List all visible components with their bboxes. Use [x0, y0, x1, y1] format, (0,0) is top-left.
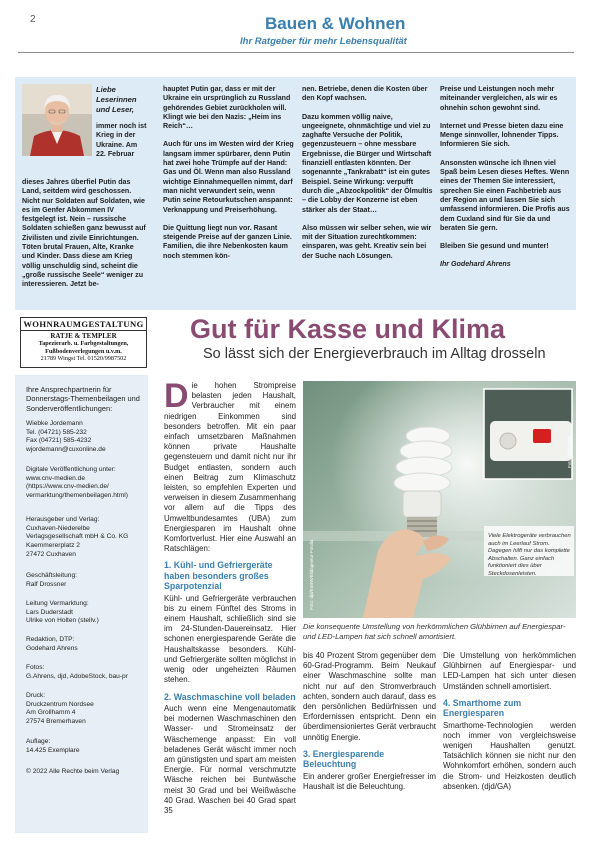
management-name: Ralf Drossner: [26, 580, 67, 588]
author-photo: [22, 84, 92, 156]
marketing-line: Lars Duderstadt: [26, 608, 73, 616]
section-text-1: Kühl- und Gefriergeräte verbrauchen bis zu einem Fünftel des Stroms in einem Haushalt, schließlich sind sie im 24-Stunden-Dauereinsatz. Hier schonen energiesparende Geräte die Haushaltskasse besonders. Kühl- und Gefriergeräte sollten möglichst in wenig oder ungeheizten Räumen stehen.: [164, 593, 296, 685]
article-subtitle: So lässt sich der Energieverbrauch im Alltag drosseln: [203, 346, 546, 362]
lightbulb-photo: [303, 381, 576, 618]
editorial-col1: dieses Jahres überfiel Putin das Land, seitdem wird geschossen. Nicht nur Soldaten auf Soldaten, wie es im Genfer Abkommen IV festgelegt ist. Nein – russische Soldaten schießen ganz bewusst auf Zivilisten und zivile Einrichtungen. Töten brutal Frauen, Alte, Kranke und Kinder. Dass diese am Krieg völlig unschuldig sind, scheint die „große russische Seele“ weniger zu interessieren. Jetzt be-: [22, 178, 146, 289]
section-text-3-cont: Die Umstellung von herkömmlichen Glühbirnen auf Energiespar- und LED-Lampen hat sich unter diesen Umständen schnell amortisiert.: [443, 651, 576, 691]
imprint-management: [26, 572, 77, 589]
imprint-circulation: [26, 738, 80, 755]
photos-value: G.Ahrens, djd, AdobeStock, bau-pr: [26, 672, 128, 680]
editorial-paragraph: hauptet Putin gar, dass er mit der Ukraine ein ursprünglich zu Russland gehörendes Gebiet zurückholen will. Klingt wie bei den Nazis: „Heim ins Reich“…: [163, 85, 291, 131]
print-line: 27574 Bremerhaven: [26, 718, 86, 726]
section-heading-1: 1. Kühl- und Gefriergeräte haben besonders großes Sparpotenzial: [164, 560, 273, 592]
section-subtitle: Ihr Ratgeber für mehr Lebensqualität: [240, 36, 407, 47]
section-heading-2: 2. Waschmaschine voll beladen: [164, 691, 296, 702]
contact-tel: Tel. (04721) 585-232: [26, 428, 87, 436]
imprint-editorial: [26, 636, 78, 653]
circulation-label: Auflage:: [26, 738, 51, 745]
marketing-label: Leitung Vermarktung:: [26, 600, 89, 607]
imprint-copyright: © 2022 Alle Rechte beim Verlag: [26, 768, 120, 775]
editorial-col1-start: immer noch ist Krieg in der Ukraine. Am 22. Februar: [96, 122, 147, 158]
article-column-4: [443, 651, 576, 792]
editorial-paragraph: Dazu kommen völlig naive, ungeeignete, ohnmächtige und viel zu zaghafte Versuche der Politik, gegenzusteuern – ohne messbare Ergebnisse, die Bürger und Wirtschaft finanziell entlasten könnten. Der sogenannte „Tankrabatt“ ist ein gutes Beispiel. Seine Wirkung: verpufft durch die „Abzockpolitik“ der Ölmultis – die Lobby der Konzerne ist eben stärker als der Staat…: [302, 112, 433, 214]
article-lead: [164, 377, 296, 816]
editorial-col3: [302, 85, 433, 270]
imprint-digital: [26, 466, 128, 501]
inset-caption: Viele Elektrogeräte verbrauchen auch im Leerlauf Strom. Dagegen hilft nur das komplette Abschalten. Ganz einfach funktioniert dies über Steckdosenleisten.: [488, 533, 571, 577]
drop-cap: D: [164, 377, 189, 415]
editorial-paragraph: Also müssen wir selber sehen, wie wir mit der Situation zurechtkommen: einsparen, was geht. Kreativ sein bei der Suche nach Lösungen.: [302, 223, 432, 260]
editorial-paragraph: Preise und Leistungen noch mehr miteinander vergleichen, als wir es ohnehin schon gewohnt sind.: [440, 85, 558, 112]
lead-text: ie hohen Strompreise belasten jeden Haushalt, Verbraucher mit einem niedrigen Einkommen sind besonders betroffen. Mit ein paar einfach umsetzbaren Maßnahmen können private Haushalte gegensteuern und damit nicht nur ihr Budget entlasten, sondern auch einen Beitrag zum Klimaschutz leisten, so empfehlen Experten und verweisen in diesem Zusammenhang vor allem auf die Tipps des Umweltbundesamtes (UBA) zum Energiesparen im Haushalt ohne Komfortverlust. Hier eine Auswahl an Ratschlägen:: [164, 381, 296, 554]
contact-fax: Fax (04721) 585-4232: [26, 437, 92, 445]
section-text-2: Auch wenn eine Mengenautomatik bei modernen Waschmaschinen den Wasser- und Stromeinsatz der Wäschemenge anpasst: Ein voll beladenes Gerät wäscht immer noch am günstigsten und spart am meisten Energie. Für normal verschmutzte Wäsche reichen bei Buntwäsche meist 30 Grad und bei Weißwäsche 40 Grad. Waschen bei 40 Grad spart 35: [164, 703, 296, 815]
ad-headline: WOHNRAUMGESTALTUNG: [21, 318, 146, 331]
digital-link-path[interactable]: vermarktung/themenbeilagen.html): [26, 492, 128, 500]
photo-credit: Foto: djd/EnBW/Bildagentur-Fotolia: [309, 539, 314, 610]
section-heading-4: 4. Smarthome zum Energiesparen: [443, 697, 522, 719]
editorial-col2: [163, 85, 294, 270]
print-line: Druckzentrum Nordsee: [26, 700, 94, 708]
section-title: Bauen & Wohnen: [265, 14, 406, 33]
imprint-intro: Ihre Ansprechpartnerin für Donnerstags-Themenbeilagen und Sonderveröffentlichungen:: [26, 385, 140, 413]
editorial-paragraph: Die Quittung liegt nun vor. Rasant steigende Preise auf der ganzen Linie. Familien, die ihre Nebenkosten kaum noch stemmen kön-: [163, 223, 292, 260]
publisher-line: Kaemmererplatz 2: [26, 542, 80, 550]
print-line: Am Grollhamm 4: [26, 709, 76, 717]
editorial-paragraph: Auch für uns im Westen wird der Krieg langsam immer spürbarer, denn Putin hat zwei hohe Trümpfe auf der Hand: Gas und Öl. Wenn man also Russland wichtige Einnahmequellen nimmt, darf man nicht verwundert sein, wenn Putin seine Retourkutschen anspannt: Verknappung und Preiserhöhung.: [163, 140, 294, 214]
publisher-line: Verlagsgesellschaft mbH & Co. KG: [26, 533, 129, 541]
imprint-print: [26, 692, 94, 727]
header-divider: [18, 52, 574, 53]
article-title: Gut für Kasse und Klima: [190, 314, 506, 344]
publisher-line: 27472 Cuxhaven: [26, 550, 76, 558]
circulation-value: 14.425 Exemplare: [26, 746, 80, 754]
inset-photo-credit: Foto: djd/EnBW: [567, 436, 572, 468]
imprint-marketing: [26, 600, 99, 626]
editorial-paragraph: Internet und Presse bieten dazu eine Menge sinnvoller, lohnender Tipps. Informieren Sie sich.: [440, 121, 564, 149]
editorial-paragraph: Ansonsten wünsche ich Ihnen viel Spaß beim Lesen dieses Heftes. Wenn eines der Themen Sie interessiert, sprechen Sie einen Fachbetrieb aus der Region an und lassen Sie sich umfassend informieren. Die Profis aus dem Cuxland sind für Sie da und beraten Sie gern.: [440, 158, 570, 232]
contact-email[interactable]: wjordemann@cuxonline.de: [26, 446, 106, 454]
ad-contact: 21789 Wingst Tel. 01520/9987502: [40, 355, 127, 362]
imprint-photos: [26, 664, 128, 681]
imprint-contact: [26, 420, 106, 455]
page-number: 2: [30, 14, 36, 25]
photo-caption: Die konsequente Umstellung von herkömmlichen Glühbirnen auf Energiespar- und LED-Lampen hat sich schnell amortisiert.: [303, 622, 566, 641]
contact-name: Wiebke Jordemann: [26, 420, 83, 427]
section-text-2-cont: bis 40 Prozent Strom gegenüber dem 60-Grad-Programm. Beim Neukauf einer Waschmaschine sollte man nicht nur auf den Stromverbrauch achten, sondern auch darauf, dass es den persönlichen Bedürfnissen und Erfordernissen entspricht. Denn ein überdimensioniertes Gerät verbraucht unnötig Energie.: [303, 651, 436, 742]
publisher-line: Cuxhaven-Niederelbe: [26, 524, 90, 532]
imprint-publisher: [26, 516, 128, 560]
marketing-line: Ulrike von Holten (stellv.): [26, 617, 99, 625]
ad-services: Tapezierarb. u. Farbgestaltungen, Fußbodenverlegungen u.v.m.: [38, 340, 129, 355]
print-label: Druck:: [26, 692, 46, 699]
editorial-label: Redaktion, DTP:: [26, 636, 75, 643]
section-heading-3: 3. Energiesparende Beleuchtung: [303, 748, 385, 770]
editorial-col4: [440, 85, 570, 279]
digital-link-full[interactable]: (https://www.cnv-medien.de/: [26, 483, 109, 491]
section-text-4: Smarthome-Technologien werden noch immer von vergleichsweise wenigen Haushalten genutzt. Tatsächlich können sie nicht nur den Wohnkomfort erhöhen, sondern auch die Strom- und Heizkosten deutlich absenken. (djd/GA): [443, 720, 576, 791]
company-ad: [20, 317, 147, 368]
photos-label: Fotos:: [26, 664, 45, 671]
section-text-3: Ein anderer großer Energiefresser im Haushalt ist die Beleuchtung.: [303, 771, 436, 791]
editorial-name: Godehard Ahrens: [26, 644, 78, 652]
digital-link[interactable]: www.cnv-medien.de: [26, 474, 86, 482]
digital-label: Digitale Veröffentlichung unter:: [26, 466, 116, 473]
editorial-paragraph: nen. Betriebe, denen die Kosten über den Kopf wachsen.: [302, 85, 428, 103]
ad-company: RATJE & TEMPLER: [50, 332, 117, 340]
publisher-label: Herausgeber und Verlag:: [26, 516, 100, 523]
editorial-signature: Ihr Godehard Ahrens: [440, 260, 511, 269]
management-label: Geschäftsleitung:: [26, 572, 77, 579]
article-column-3: [303, 651, 436, 792]
editorial-greeting: Liebe Leserinnen und Leser,: [96, 85, 137, 114]
editorial-paragraph: Bleiben Sie gesund und munter!: [440, 242, 549, 251]
